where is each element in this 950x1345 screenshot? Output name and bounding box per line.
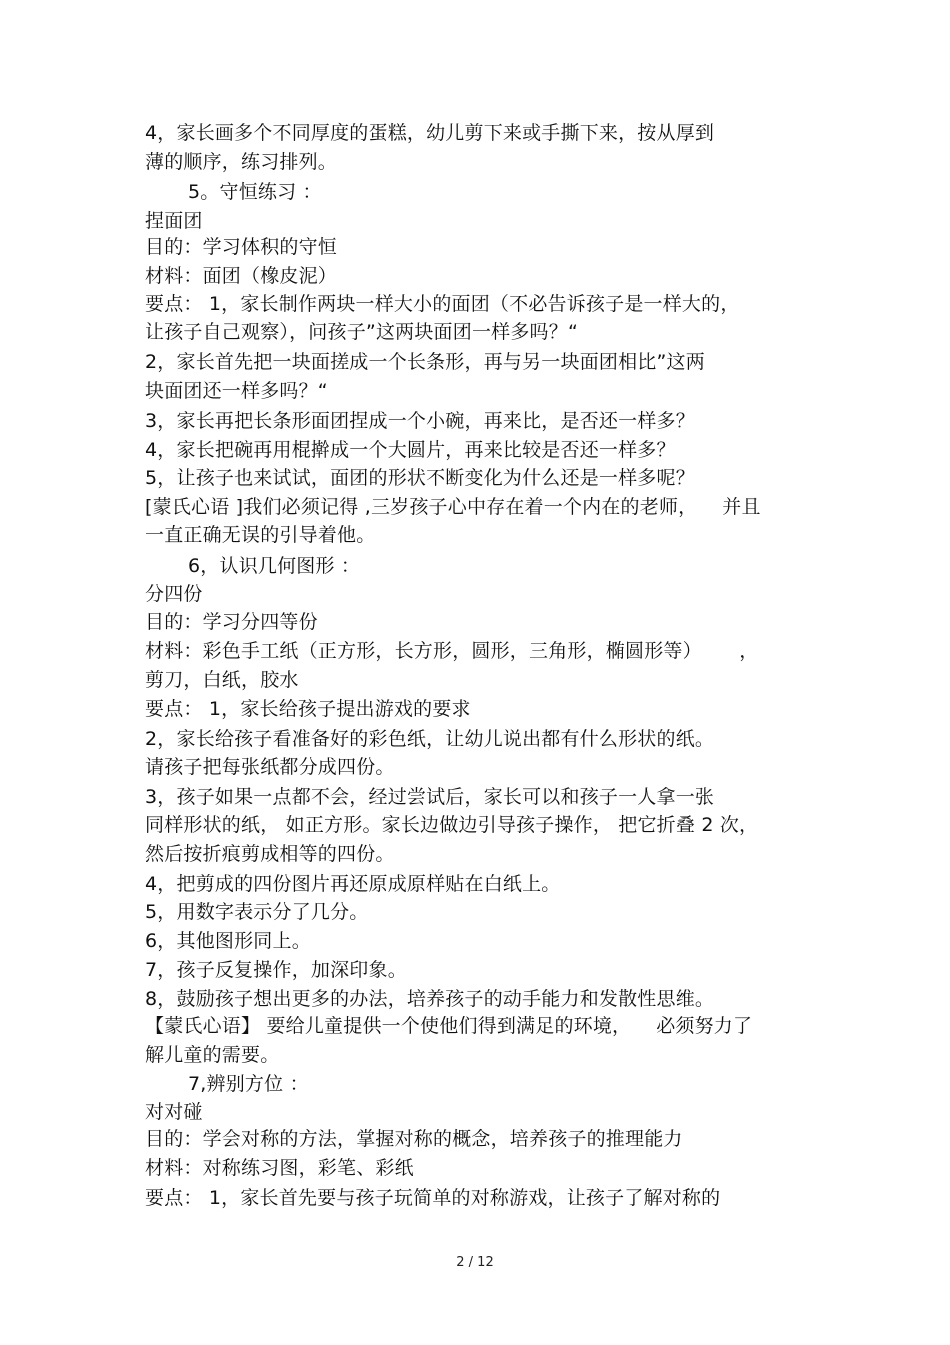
text-line: 5，让孩子也来试试，面团的形状不断变化为什么还是一样多呢？ [145,467,695,489]
text-line: 材料：对称练习图，彩笔、彩纸 [145,1157,414,1179]
text-line: 要点： 1，家长给孩子提出游戏的要求 [145,698,471,720]
text-line: 请孩子把每张纸都分成四份。 [145,756,395,778]
text-line: 6，其他图形同上。 [145,930,311,952]
section-heading: 5。守恒练习 ： [188,181,322,203]
text-line: 3，孩子如果一点都不会，经过尝试后，家长可以和孩子一人拿一张 [145,786,715,808]
text-line: 4，家长把碗再用棍擀成一个大圆片，再来比较是否还一样多？ [145,439,676,461]
text-line: 同样形状的纸， 如正方形。家长边做边引导孩子操作， 把它折叠 2 次， [145,814,759,836]
text-line: 然后按折痕剪成相等的四份。 [145,843,395,865]
activity-title: 对对碰 [145,1101,203,1123]
activity-title: 捏面团 [145,210,203,232]
text-line: 块面团还一样多吗？“ [145,380,328,402]
activity-title: 分四份 [145,583,203,605]
text-line: 目的：学会对称的方法，掌握对称的概念，培养孩子的推理能力 [145,1128,683,1150]
quote-line: 一直正确无误的引导着他。 [145,524,376,546]
text-line: 薄的顺序，练习排列。 [145,151,338,173]
text-line: 7，孩子反复操作，加深印象。 [145,959,407,981]
text-line: 8，鼓励孩子想出更多的办法，培养孩子的动手能力和发散性思维。 [145,988,715,1010]
text-line: 3，家长再把长条形面团捏成一个小碗，再来比，是否还一样多？ [145,410,695,432]
page-number: 2 / 12 [456,1255,494,1270]
text-line: 5，用数字表示分了几分。 [145,901,369,923]
text-line: 让孩子自己观察），问孩子”这两块面团一样多吗？“ [145,321,578,343]
text-line: 目的：学习分四等份 [145,611,318,633]
text-line: 2，家长首先把一块面搓成一个长条形，再与另一块面团相比”这两 [145,351,705,373]
text-line: 要点： 1，家长制作两块一样大小的面团（不必告诉孩子是一样大的， [145,293,740,315]
text-line: 4，把剪成的四份图片再还原成原样贴在白纸上。 [145,873,561,895]
text-line: 4，家长画多个不同厚度的蛋糕，幼儿剪下来或手撕下来，按从厚到 [145,122,715,144]
text-line: 剪刀，白纸，胶水 [145,669,299,691]
text-line: 要点： 1，家长首先要与孩子玩简单的对称游戏，让孩子了解对称的 [145,1187,721,1209]
text-line: 材料：面团（橡皮泥） [145,265,338,287]
quote-line: 解儿童的需要。 [145,1044,280,1066]
section-heading: 6，认识几何图形 ： [188,555,361,577]
text-line: 2，家长给孩子看准备好的彩色纸，让幼儿说出都有什么形状的纸。 [145,728,715,750]
text-line: 目的：学习体积的守恒 [145,236,338,258]
quote-line: [蒙氏心语 ]我们必须记得 ,三岁孩子心中存在着一个内在的老师， 并且 [145,496,761,518]
text-line: 材料：彩色手工纸（正方形，长方形，圆形，三角形，椭圆形等） ， [145,640,759,662]
quote-line: 【蒙氏心语】 要给儿童提供一个使他们得到满足的环境， 必须努力了 [145,1015,753,1037]
section-heading: 7,辨别方位 ： [188,1073,309,1095]
